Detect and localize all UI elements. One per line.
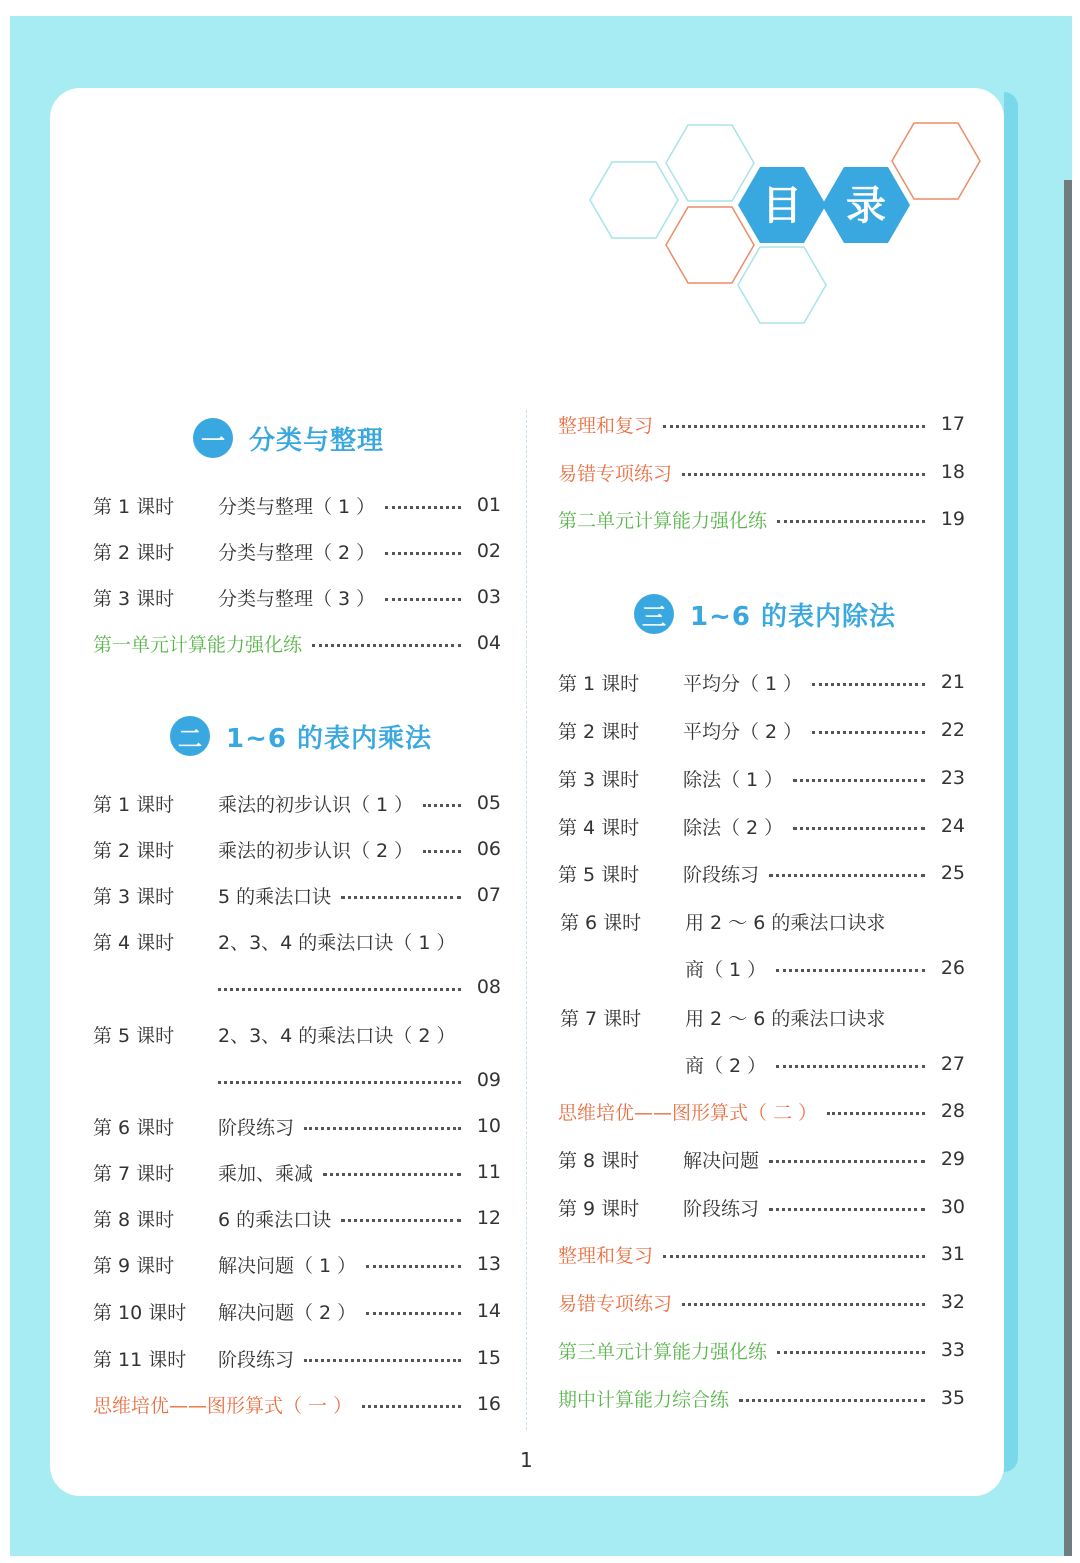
toc-entry xyxy=(93,1342,501,1374)
topic-label: 整理和复习 xyxy=(558,1244,654,1267)
card-edge xyxy=(1004,92,1018,1472)
page-ref: 04 xyxy=(476,632,501,654)
toc-entry xyxy=(93,581,501,613)
topic-label: 商（ 2 ） xyxy=(685,1054,767,1077)
lesson-label: 第 5 课时 xyxy=(558,863,640,886)
page-ref: 13 xyxy=(476,1253,501,1275)
lesson-label: 第 1 课时 xyxy=(93,495,175,518)
topic-label: 阶段练习 xyxy=(683,1197,760,1220)
title-char-1: 目 xyxy=(762,183,802,229)
lesson-label: 第 3 课时 xyxy=(93,587,175,610)
section-title-1 xyxy=(193,418,384,458)
toc-entry xyxy=(93,925,501,957)
topic-label: 2、3、4 的乘法口诀（ 2 ） xyxy=(218,1024,456,1047)
section-title-3 xyxy=(634,594,896,634)
page-ref: 09 xyxy=(476,1069,501,1091)
leader-dots xyxy=(769,1160,925,1163)
lesson-label: 第 11 课时 xyxy=(93,1348,187,1371)
toc-entry-continuation xyxy=(218,1064,501,1096)
page-ref: 23 xyxy=(940,767,965,789)
page-ref: 16 xyxy=(476,1393,501,1415)
lesson-label: 第 9 课时 xyxy=(93,1254,175,1277)
topic-label: 除法（ 2 ） xyxy=(683,816,784,839)
lesson-label: 第 10 课时 xyxy=(93,1301,187,1324)
leader-dots xyxy=(385,598,461,601)
topic-label: 第三单元计算能力强化练 xyxy=(558,1340,768,1363)
toc-entry xyxy=(93,1202,501,1234)
column-divider xyxy=(526,410,527,1430)
leader-dots xyxy=(776,969,925,972)
topic-label: 阶段练习 xyxy=(218,1348,295,1371)
page-ref: 32 xyxy=(940,1291,965,1313)
leader-dots xyxy=(218,988,461,991)
topic-label: 阶段练习 xyxy=(218,1116,295,1139)
page-ref: 03 xyxy=(476,586,501,608)
topic-label: 2、3、4 的乘法口诀（ 1 ） xyxy=(218,931,456,954)
page-ref: 33 xyxy=(940,1339,965,1361)
section-title-2 xyxy=(170,716,432,756)
topic-label: 除法（ 1 ） xyxy=(683,768,784,791)
toc-entry xyxy=(558,1286,965,1318)
page-ref: 24 xyxy=(940,815,965,837)
lesson-label: 第 3 课时 xyxy=(93,885,175,908)
leader-dots xyxy=(812,683,925,686)
leader-dots xyxy=(304,1127,461,1130)
lesson-label: 第 3 课时 xyxy=(558,768,640,791)
topic-label: 平均分（ 1 ） xyxy=(683,672,803,695)
page-ref: 18 xyxy=(940,461,965,483)
topic-label: 6 的乘法口诀 xyxy=(218,1208,332,1231)
page-ref: 06 xyxy=(476,838,501,860)
leader-dots xyxy=(812,731,925,734)
leader-dots xyxy=(793,827,925,830)
toc-entry xyxy=(558,857,965,889)
topic-label: 解决问题 xyxy=(683,1149,760,1172)
page-ref: 19 xyxy=(940,508,965,530)
toc-entry xyxy=(93,1388,501,1420)
toc-entry xyxy=(93,879,501,911)
toc-entry xyxy=(93,1156,501,1188)
topic-label: 乘加、乘减 xyxy=(218,1162,314,1185)
toc-entry xyxy=(558,1191,965,1223)
leader-dots xyxy=(769,874,925,877)
topic-label: 乘法的初步认识（ 1 ） xyxy=(218,793,414,816)
page-ref: 22 xyxy=(940,719,965,741)
leader-dots xyxy=(663,425,925,428)
leader-dots xyxy=(341,896,461,899)
topic-label: 用 2 ～ 6 的乘法口诀求 xyxy=(685,911,886,934)
page-ref: 01 xyxy=(476,494,501,516)
leader-dots xyxy=(777,520,925,523)
toc-entry xyxy=(93,489,501,521)
toc-entry xyxy=(558,1238,965,1270)
toc-entry xyxy=(558,1095,965,1127)
toc-entry xyxy=(558,456,965,488)
page-ref: 02 xyxy=(476,540,501,562)
topic-label: 解决问题（ 1 ） xyxy=(218,1254,357,1277)
toc-entry xyxy=(93,1295,501,1327)
toc-entry-continuation xyxy=(218,971,501,1003)
page-ref: 26 xyxy=(940,957,965,979)
toc-entry xyxy=(558,714,965,746)
leader-dots xyxy=(682,473,925,476)
topic-label: 用 2 ～ 6 的乘法口诀求 xyxy=(685,1007,886,1030)
leader-dots xyxy=(385,506,461,509)
leader-dots xyxy=(423,804,461,807)
leader-dots xyxy=(366,1312,461,1315)
page-ref: 05 xyxy=(476,792,501,814)
toc-entry xyxy=(558,1382,965,1414)
page-ref: 31 xyxy=(940,1243,965,1265)
toc-entry xyxy=(558,1334,965,1366)
topic-label: 第二单元计算能力强化练 xyxy=(558,509,768,532)
toc-entry xyxy=(558,666,965,698)
topic-label: 分类与整理（ 2 ） xyxy=(218,541,376,564)
toc-entry xyxy=(93,535,501,567)
leader-dots xyxy=(323,1173,461,1176)
page-ref: 28 xyxy=(940,1100,965,1122)
lesson-label: 第 4 课时 xyxy=(558,816,640,839)
leader-dots xyxy=(304,1359,461,1362)
toc-entry xyxy=(560,1001,965,1033)
leader-dots xyxy=(423,850,461,853)
topic-label: 第一单元计算能力强化练 xyxy=(93,633,303,656)
leader-dots xyxy=(827,1112,925,1115)
page-ref: 35 xyxy=(940,1387,965,1409)
frame-shadow xyxy=(1064,180,1072,1556)
toc-entry xyxy=(558,810,965,842)
topic-label: 分类与整理（ 1 ） xyxy=(218,495,376,518)
toc-entry xyxy=(558,1143,965,1175)
topic-label: 商（ 1 ） xyxy=(685,958,767,981)
page-ref: 17 xyxy=(940,413,965,435)
toc-entry xyxy=(93,833,501,865)
page-ref: 10 xyxy=(476,1115,501,1137)
topic-label: 期中计算能力综合练 xyxy=(558,1388,730,1411)
page-ref: 12 xyxy=(476,1207,501,1229)
toc-entry xyxy=(93,1018,501,1050)
leader-dots xyxy=(366,1265,461,1268)
section-label-2: 1~6 的表内乘法 xyxy=(226,723,433,754)
lesson-label: 第 9 课时 xyxy=(558,1197,640,1220)
lesson-label: 第 5 课时 xyxy=(93,1024,175,1047)
page-ref: 07 xyxy=(476,884,501,906)
topic-label: 乘法的初步认识（ 2 ） xyxy=(218,839,414,862)
page-ref: 29 xyxy=(940,1148,965,1170)
lesson-label: 第 2 课时 xyxy=(93,541,175,564)
leader-dots xyxy=(777,1351,925,1354)
leader-dots xyxy=(218,1081,461,1084)
page-ref: 30 xyxy=(940,1196,965,1218)
leader-dots xyxy=(663,1255,925,1258)
section-number-2: 二 xyxy=(170,716,210,756)
page-ref: 27 xyxy=(940,1053,965,1075)
section-label-3: 1~6 的表内除法 xyxy=(690,601,897,632)
topic-label: 整理和复习 xyxy=(558,414,654,437)
leader-dots xyxy=(385,552,461,555)
lesson-label: 第 8 课时 xyxy=(558,1149,640,1172)
lesson-label: 第 1 课时 xyxy=(558,672,640,695)
topic-label: 易错专项练习 xyxy=(558,1292,673,1315)
section-label-1: 分类与整理 xyxy=(249,425,385,456)
lesson-label: 第 6 课时 xyxy=(560,911,642,934)
page-ref: 08 xyxy=(476,976,501,998)
section-number-3: 三 xyxy=(634,594,674,634)
topic-label: 思维培优——图形算式（ 二 ） xyxy=(558,1101,818,1124)
toc-entry xyxy=(558,503,965,535)
topic-label: 思维培优——图形算式（ 一 ） xyxy=(93,1394,353,1417)
page-ref: 21 xyxy=(940,671,965,693)
title-char-2: 录 xyxy=(846,183,886,229)
toc-entry xyxy=(93,1248,501,1280)
topic-label: 易错专项练习 xyxy=(558,462,673,485)
page-ref: 15 xyxy=(476,1347,501,1369)
toc-entry-continuation xyxy=(560,952,965,984)
toc-entry xyxy=(558,762,965,794)
leader-dots xyxy=(739,1399,925,1402)
lesson-label: 第 8 课时 xyxy=(93,1208,175,1231)
lesson-label: 第 6 课时 xyxy=(93,1116,175,1139)
topic-label: 分类与整理（ 3 ） xyxy=(218,587,376,610)
leader-dots xyxy=(793,779,925,782)
leader-dots xyxy=(312,644,461,647)
toc-entry xyxy=(560,905,965,937)
topic-label: 平均分（ 2 ） xyxy=(683,720,803,743)
section-number-1: 一 xyxy=(193,418,233,458)
toc-entry xyxy=(93,1110,501,1142)
lesson-label: 第 1 课时 xyxy=(93,793,175,816)
page-ref: 11 xyxy=(476,1161,501,1183)
page-number: 1 xyxy=(520,1448,533,1472)
page-ref: 25 xyxy=(940,862,965,884)
leader-dots xyxy=(362,1405,461,1408)
topic-label: 5 的乘法口诀 xyxy=(218,885,332,908)
toc-entry xyxy=(558,408,965,440)
leader-dots xyxy=(769,1208,925,1211)
toc-entry xyxy=(93,627,501,659)
lesson-label: 第 7 课时 xyxy=(560,1007,642,1030)
lesson-label: 第 4 课时 xyxy=(93,931,175,954)
header-hexagons xyxy=(570,105,1000,345)
leader-dots xyxy=(682,1303,925,1306)
leader-dots xyxy=(776,1065,925,1068)
toc-entry xyxy=(93,787,501,819)
topic-label: 解决问题（ 2 ） xyxy=(218,1301,357,1324)
leader-dots xyxy=(341,1219,461,1222)
toc-entry-continuation xyxy=(560,1048,965,1080)
lesson-label: 第 2 课时 xyxy=(93,839,175,862)
lesson-label: 第 7 课时 xyxy=(93,1162,175,1185)
topic-label: 阶段练习 xyxy=(683,863,760,886)
lesson-label: 第 2 课时 xyxy=(558,720,640,743)
page-ref: 14 xyxy=(476,1300,501,1322)
